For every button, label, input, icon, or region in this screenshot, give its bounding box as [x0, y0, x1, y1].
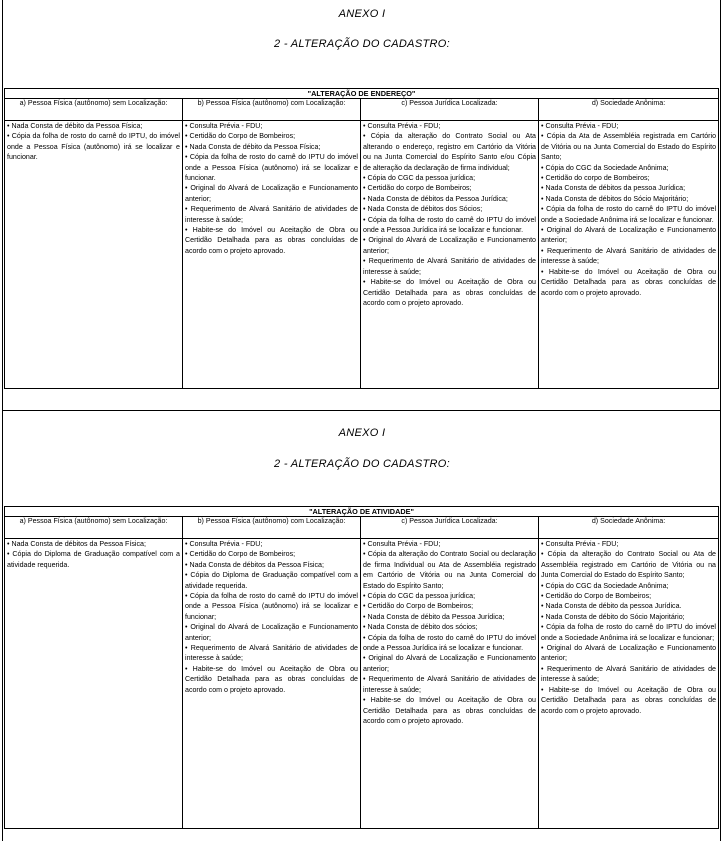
list-item: • Habite-se do Imóvel ou Aceitação de Obra ou Certidão Detalhada para as obras concluídas de acordo com o projeto aprovado.	[541, 685, 717, 715]
list-item: • Cópia da folha de rosto do carnê do IPTU do imóvel onde a Pessoa Jurídica irá se localizar e funcionar.	[363, 633, 536, 653]
list-item: • Consulta Prévia - FDU;	[363, 122, 441, 130]
address-change-table	[4, 88, 719, 389]
column-header: c) Pessoa Jurídica Localizada:	[361, 517, 539, 539]
page-border-left	[2, 0, 3, 841]
list-item: • Nada Consta de débitos dos Sócios;	[363, 205, 483, 214]
list-item: • Cópia da alteração do Contrato Social ou declaração de firma Individual ou Ata de Assembléia registrado em Cartório de Vitória ou na Junta Comercial do Estado do Espírito Santo;	[363, 550, 536, 590]
list-item: • Nada Consta de débito da Pessoa Física;	[185, 142, 321, 151]
list-item: • Original do Alvará de Localização e Funcionamento anterior;	[363, 236, 536, 255]
list-item: • Cópia do CGC da pessoa jurídica;	[363, 174, 476, 183]
list-item: • Original do Alvará de Localização e Funcionamento anterior;	[363, 654, 536, 673]
list-item: • Original do Alvará de Localização e Funcionamento anterior;	[185, 623, 358, 642]
list-item: • Requerimento de Alvará Sanitário de atividades de interesse à saúde;	[541, 664, 717, 684]
list-item: • Nada Consta de débitos da Pessoa Jurídica;	[363, 194, 508, 203]
list-item: • Nada Consta de débitos da pessoa Jurídica;	[541, 184, 686, 193]
annex-title: ANEXO I	[338, 427, 386, 439]
list-item: • Consulta Prévia - FDU;	[541, 122, 619, 130]
table-caption: "ALTERAÇÃO DE ATIVIDADE"	[5, 507, 719, 517]
list-item: • Certidão do Corpo de Bombeiros;	[363, 602, 474, 611]
list-item: • Habite-se do Imóvel ou Aceitação de Obra ou Certidão Detalhada para as obras concluídas de acordo com o projeto aprovado.	[363, 278, 536, 307]
list-item: • Cópia da folha de rosto do carnê do IPTU, do imóvel onde a Pessoa Física (autônomo) irá se localizar e funcionar.	[7, 132, 180, 162]
list-item: • Consulta Prévia - FDU;	[363, 540, 441, 548]
list-item: • Cópia do Diploma de Graduação compatível com a atividade requerida.	[185, 571, 358, 590]
list-item: • Requerimento de Alvará Sanitário de atividades de interesse à saúde;	[185, 644, 358, 663]
list-item: • Cópia do Diploma de Graduação compatível com a atividade requerida.	[7, 550, 180, 569]
list-item: • Cópia do CGC da Sociedade Anônima;	[541, 581, 669, 590]
list-item: • Cópia da folha de rosto do carnê do IPTU do imóvel onde a Pessoa Jurídica irá se localizar e funcionar.	[363, 215, 536, 235]
list-item: • Nada Consta de débito da Pessoa Jurídica;	[363, 612, 505, 621]
requirements-cell	[183, 539, 361, 829]
list-item: • Requerimento de Alvará Sanitário de atividades de interesse à saúde;	[363, 257, 536, 276]
list-item: • Nada Consta de débito da pessoa Jurídica.	[541, 602, 682, 611]
list-item: • Cópia do CGC da Sociedade Anônima;	[541, 163, 669, 172]
list-item: • Cópia da alteração do Contrato Social ou Ata alterando o endereço, registro em Cartório da Vitória ou na Junta Comercial do Espírito Santo e/ou Cópia de alteração da declaração de firma individual;	[363, 132, 536, 172]
list-item: • Consulta Prévia - FDU;	[185, 540, 263, 548]
list-item: • Certidão do Corpo de Bombeiros;	[185, 550, 296, 559]
list-item: • Cópia da folha de rosto do carnê do IPTU do imóvel onde a Pessoa Física (autônomo) irá se localizar e funcionar;	[185, 592, 358, 621]
list-item: • Nada Consta de débitos da Pessoa Física;	[7, 540, 146, 548]
requirements-cell	[539, 539, 719, 829]
requirements-cell	[183, 121, 361, 389]
list-item: • Cópia da folha de rosto do carnê do IPTU do imóvel onde a Sociedade Anônima irá se localizar e funcionar.	[541, 205, 717, 224]
activity-change-table	[4, 506, 719, 829]
list-item: • Requerimento de Alvará Sanitário de atividades de interesse à saúde;	[185, 205, 358, 224]
requirements-cell	[5, 121, 183, 389]
list-item: • Original do Alvará de Localização e Funcionamento anterior;	[541, 226, 717, 245]
list-item: • Nada Consta de débito dos sócios;	[363, 623, 478, 632]
requirements-cell	[361, 539, 539, 829]
list-item: • Requerimento de Alvará Sanitário de atividades de interesse à saúde;	[541, 246, 717, 266]
list-item: • Habite-se do Imóvel ou Aceitação de Obra ou Certidão Detalhada para as obras concluídas de acordo com o projeto aprovado.	[363, 696, 536, 725]
list-item: • Habite-se do Imóvel ou Aceitação de Obra ou Certidão Detalhada para as obras concluídas de acordo com o projeto aprovado.	[185, 226, 358, 255]
list-item: • Nada Consta de débito do Sócio Majoritário;	[541, 612, 685, 621]
list-item: • Original do Alvará de Localização e Funcionamento anterior;	[185, 184, 358, 203]
table-caption: "ALTERAÇÃO DE ENDEREÇO"	[5, 89, 719, 99]
list-item: • Certidão do Corpo de Bombeiros;	[185, 132, 296, 141]
requirements-cell	[539, 121, 719, 389]
list-item: • Cópia da folha de rosto do carnê do IPTU do imóvel onde a Pessoa Física (autônomo) irá se localizar e funcionar.	[185, 153, 358, 183]
list-item: • Cópia da Ata de Assembléia registrada em Cartório de Vitória ou na Junta Comercial do Estado do Espírito Santo;	[541, 132, 717, 162]
column-header: b) Pessoa Física (autônomo) com Localização:	[183, 99, 361, 121]
list-item: • Habite-se do Imóvel ou Aceitação de Obra ou Certidão Detalhada para as obras concluídas de acordo com o projeto aprovado.	[185, 664, 358, 694]
list-item: • Consulta Prévia - FDU;	[541, 540, 619, 548]
list-item: • Cópia do CGC da pessoa jurídica;	[363, 592, 476, 601]
list-item: • Nada Consta de débitos da Pessoa Física;	[185, 560, 324, 569]
section-subtitle: 2 - ALTERAÇÃO DO CADASTRO:	[274, 458, 450, 470]
column-header: d) Sociedade Anônima:	[539, 517, 719, 539]
block-separator	[2, 410, 720, 411]
requirements-cell	[361, 121, 539, 389]
column-header: c) Pessoa Jurídica Localizada:	[361, 99, 539, 121]
list-item: • Nada Consta de débitos do Sócio Majoritário;	[541, 194, 689, 203]
column-header: a) Pessoa Física (autônomo) sem Localização:	[5, 517, 183, 539]
list-item: • Certidão do corpo de Bombeiros;	[363, 184, 472, 193]
annex-title: ANEXO I	[338, 8, 386, 20]
list-item: • Habite-se do Imóvel ou Aceitação de Obra ou Certidão Detalhada para as obras concluídas de acordo com o projeto aprovado.	[541, 267, 717, 297]
column-header: b) Pessoa Física (autônomo) com Localização:	[183, 517, 361, 539]
list-item: • Requerimento de Alvará Sanitário de atividades de interesse à saúde;	[363, 675, 536, 694]
list-item: • Certidão do Corpo de Bombeiros;	[541, 592, 652, 601]
column-header: d) Sociedade Anônima:	[539, 99, 719, 121]
section-subtitle: 2 - ALTERAÇÃO DO CADASTRO:	[274, 38, 450, 50]
page-border-right	[720, 0, 721, 841]
list-item: • Original do Alvará de Localização e Funcionamento anterior;	[541, 644, 717, 663]
list-item: • Nada Consta de débito da Pessoa Física;	[7, 122, 143, 130]
list-item: • Consulta Prévia - FDU;	[185, 122, 263, 130]
list-item: • Cópia da alteração do Contrato Social ou Ata de Assembléia registrado em Cartório de Vitória ou na Junta Comercial do Estado do Espírito Santo;	[541, 550, 717, 580]
list-item: • Cópia da folha de rosto do carnê do IPTU do imóvel onde a Sociedade Anônima irá se localizar e funcionar;	[541, 623, 717, 642]
list-item: • Certidão do corpo de Bombeiros;	[541, 174, 650, 183]
requirements-cell	[5, 539, 183, 829]
column-header: a) Pessoa Física (autônomo) sem Localização:	[5, 99, 183, 121]
